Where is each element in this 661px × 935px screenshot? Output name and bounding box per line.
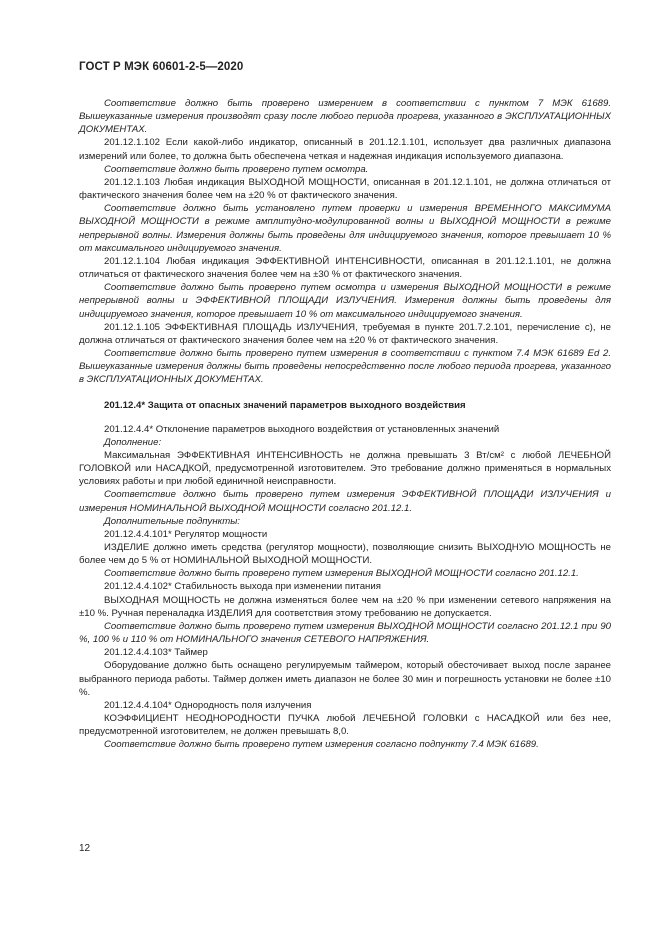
paragraph: 201.12.4.4.101* Регулятор мощности [104,528,268,540]
paragraph: 201.12.4.4.102* Стабильность выхода при изменении питания [104,581,381,593]
compliance-paragraph: Соответствие должно быть проверено путем осмотра и измерения ВЫХОДНОЙ МОЩНОСТИ в режиме непрерывной волны и ЭФФЕКТИВНОЙ ПЛОЩАДИ ИЗЛУЧЕНИЯ. Измерения должны быть проведены для индицируемого значения, которое превышает 10 % от максимального индицируемого значения. [79,282,611,320]
compliance-paragraph: Соответствие должно быть проверено путем измерения согласно подпункту 7.4 МЭК 61689. [104,739,539,751]
paragraph: 201.12.4.4.104* Однородность поля излучения [104,699,312,711]
compliance-paragraph: Дополнительные подпункты: [104,515,240,527]
paragraph: 201.12.4.4.103* Таймер [104,647,208,659]
paragraph: КОЭФФИЦИЕНТ НЕОДНОРОДНОСТИ ПУЧКА любой ЛЕЧЕБНОЙ ГОЛОВКИ с НАСАДКОЙ или без нее, предусмотренной изготовителем, не должен превышать 8,0. [79,713,611,738]
paragraph: Максимальная ЭФФЕКТИВНАЯ ИНТЕНСИВНОСТЬ не должна превышать 3 Вт/см² с любой ЛЕЧЕБНОЙ ГОЛОВКОЙ или НАСАДКОЙ, предусмотренной изготовителем. Это требование должно применяться в нормальных условиях работы и при любой единичной неисправности. [79,449,611,488]
compliance-paragraph: Соответствие должно быть проверено измерением в соответствии с пунктом 7 МЭК 61689. Вышеуказанные измерения производят сразу после любого периода прогрева, указанного в ЭКСПЛУАТАЦИОННЫХ ДОКУМЕНТАХ. [79,98,611,136]
compliance-paragraph: Соответствие должно быть проверено путем измерения ЭФФЕКТИВНОЙ ПЛОЩАДИ ИЗЛУЧЕНИЯ и измерения НОМИНАЛЬНОЙ ВЫХОДНОЙ МОЩНОСТИ согласно 201.12.1. [79,489,611,514]
paragraph: 201.12.1.103 Любая индикация ВЫХОДНОЙ МОЩНОСТИ, описанная в 201.12.1.101, не должна отличаться от фактического значения более чем на ±20 % от фактического значения. [79,176,611,202]
compliance-paragraph: Соответствие должно быть проверено путем измерения ВЫХОДНОЙ МОЩНОСТИ согласно 201.12.1. [104,568,579,580]
page-number: 12 [79,843,91,854]
paragraph: ВЫХОДНАЯ МОЩНОСТЬ не должна изменяться более чем на ±20 % при изменении сетевого напряжения на ±10 %. Ручная переналадка ИЗДЕЛИЯ для соответствия этому требованию не допускается. [79,594,611,619]
compliance-paragraph: Дополнение: [104,436,162,448]
paragraph: 201.12.1.102 Если какой-либо индикатор, описанный в 201.12.1.101, использует два различных диапазона измерений или более, то должна быть обеспечена четкая и надежная индикация используемого диапазона. [79,137,611,162]
document-header: ГОСТ Р МЭК 60601-2-5—2020 [79,61,244,73]
compliance-paragraph: Соответствие должно быть проверено путем измерения ВЫХОДНОЙ МОЩНОСТИ согласно 201.12.1 при 90 %, 100 % и 110 % от НОМИНАЛЬНОГО значения СЕТЕВОГО НАПРЯЖЕНИЯ. [79,620,611,646]
section-heading: 201.12.4* Защита от опасных значений параметров выходного воздействия [104,400,466,412]
compliance-paragraph: Соответствие должно быть установлено путем проверки и измерения ВРЕМЕННОГО МАКСИМУМА ВЫХОДНОЙ МОЩНОСТИ в режиме амплитудно-модулированной волны и ВЫХОДНОЙ МОЩНОСТИ в режиме непрерывной волны. Измерения должны быть проведены для индицируемого значения, которое превышает 10 % от максимального индицируемого значения. [79,203,611,254]
document-body [79,97,611,752]
paragraph: 201.12.1.104 Любая индикация ЭФФЕКТИВНОЙ ИНТЕНСИВНОСТИ, описанная в 201.12.1.101, не должна отличаться от фактического значения более чем на ±30 % от фактического значения. [79,255,611,281]
paragraph: 201.12.4.4* Отклонение параметров выходного воздействия от установленных значений [104,423,500,435]
paragraph: 201.12.1.105 ЭФФЕКТИВНАЯ ПЛОЩАДЬ ИЗЛУЧЕНИЯ, требуемая в пункте 201.7.2.101, перечисление с), не должна отличаться от фактического значения более чем на ±20 % от фактического значения. [79,321,611,346]
compliance-paragraph: Соответствие должно быть проверено путем осмотра. [104,163,369,175]
paragraph: ИЗДЕЛИЕ должно иметь средства (регулятор мощности), позволяющие снизить ВЫХОДНУЮ МОЩНОСТЬ не более чем до 5 % от НОМИНАЛЬНОЙ ВЫХОДНОЙ МОЩНОСТИ. [79,542,611,567]
compliance-paragraph: Соответствие должно быть проверено путем измерения в соответствии с пунктом 7.4 МЭК 61689 Ed 2. Вышеуказанные измерения должны быть проведены непосредственно после любого периода прогрева, указанного в ЭКСПЛУАТАЦИОННЫХ ДОКУМЕНТАХ. [79,347,611,386]
paragraph: Оборудование должно быть оснащено регулируемым таймером, который обесточивает выход после заранее выбранного периода работы. Таймер должен иметь диапазон не более 30 мин и погрешность установки не более ±10 %. [79,660,611,698]
